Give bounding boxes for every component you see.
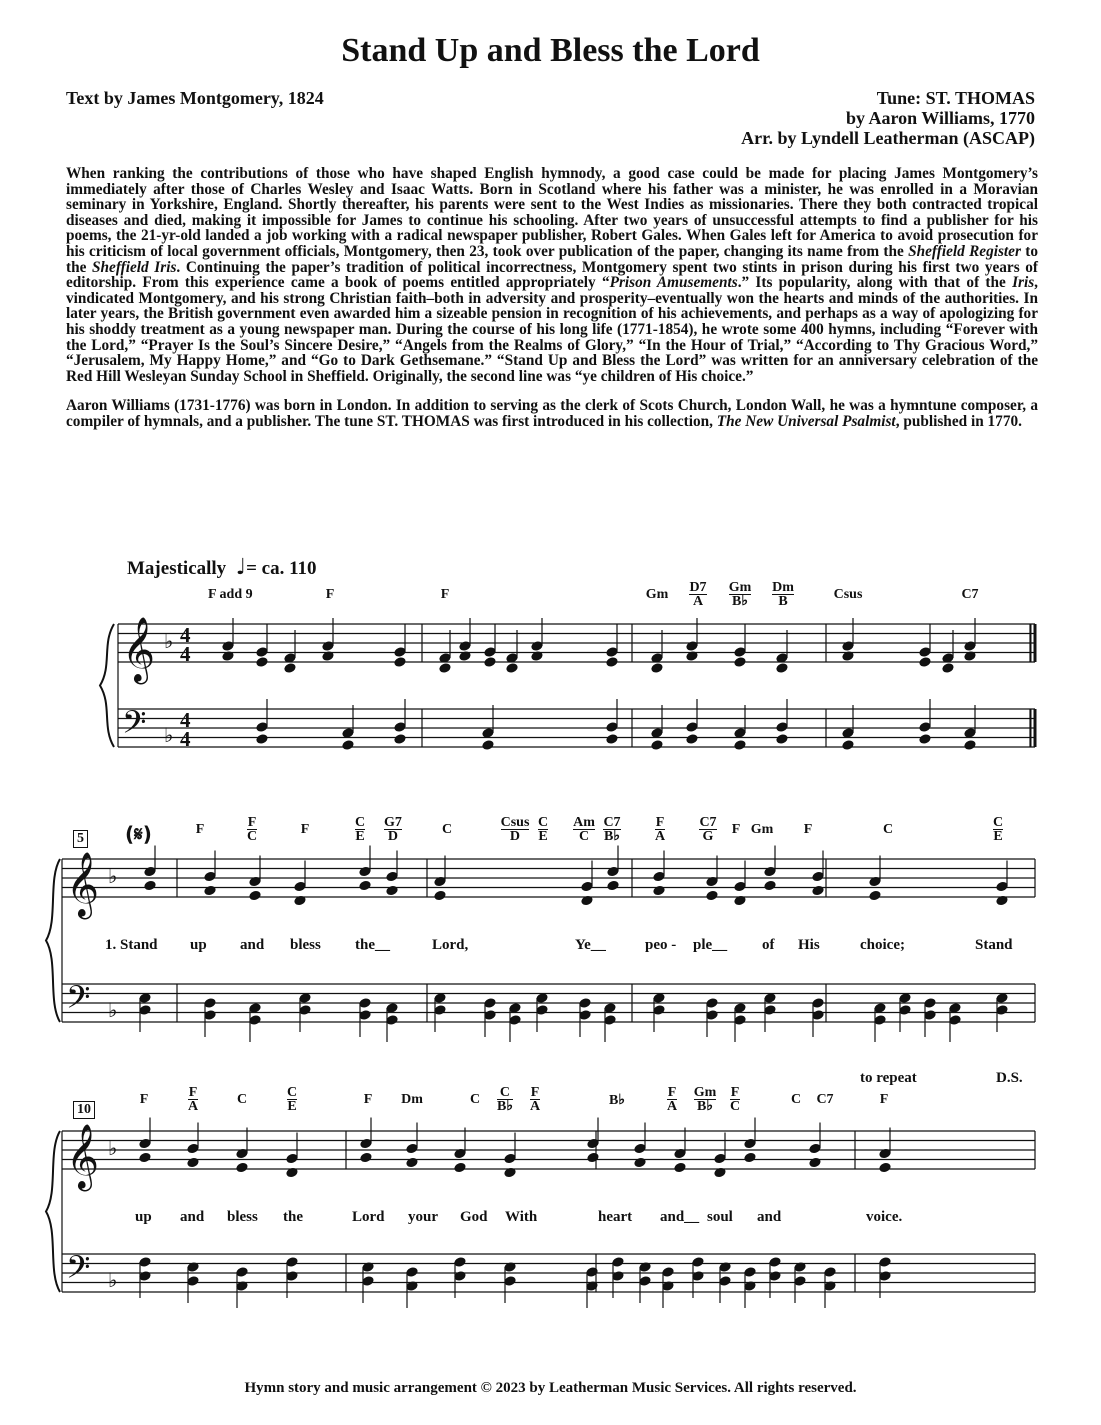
notehead [674, 1162, 686, 1173]
chord-symbol: $\frac{Gm}{B♭}$ [693, 1085, 717, 1114]
notehead [964, 740, 976, 751]
flat-key-signature: ♭ [108, 866, 118, 888]
notehead [651, 728, 663, 739]
chord-symbol: $\frac{Am}{C}$ [573, 815, 595, 844]
notehead [686, 722, 698, 733]
notehead [653, 1005, 665, 1016]
lyric-syllable: your [408, 1209, 438, 1225]
notehead [769, 1271, 781, 1282]
chord-symbol: C7 [961, 587, 979, 602]
notehead [454, 1271, 466, 1282]
notehead [536, 993, 548, 1004]
notehead [359, 998, 371, 1009]
notehead [504, 1153, 516, 1164]
notehead [322, 641, 334, 652]
notehead [482, 728, 494, 739]
notehead [842, 641, 854, 652]
notehead [459, 641, 471, 652]
notehead [406, 1267, 418, 1278]
notehead [454, 1257, 466, 1268]
chord-symbol: F [440, 587, 450, 602]
notehead [874, 1003, 886, 1014]
notehead [579, 1010, 591, 1021]
notehead [879, 1162, 891, 1173]
chord-symbol: $\frac{F}{A}$ [654, 815, 666, 844]
lyric-syllable: peo - [645, 937, 677, 953]
measure-number-5: 5 [73, 830, 88, 848]
notehead [639, 1276, 651, 1287]
notehead [359, 866, 371, 877]
notehead [256, 647, 268, 658]
notehead [764, 993, 776, 1004]
time-signature: 4 [180, 642, 191, 666]
lyric-syllable: bless [227, 1209, 258, 1225]
notehead [824, 1267, 836, 1278]
chord-symbol: $\frac{C7}{B♭}$ [603, 815, 621, 844]
notehead [919, 657, 931, 668]
notehead [812, 871, 824, 882]
notehead [294, 881, 306, 892]
lyric-syllable: the [283, 1209, 303, 1225]
notehead [394, 734, 406, 745]
notehead [776, 663, 788, 674]
story-paragraph-montgomery: When ranking the contributions of those who have shaped English hymnody, a good case could be made for placing James Montgomery’s immediately after those of Charles Wesley and Isaac Watts. Born in Scotland where his father was a minister, he was enrolled in a Moravian seminary in Yorkshire, England. Shortly thereafter, his parents were sent to the West Indies as missionaries. There they both contracted tropical diseases and died, making it impossible for James to continue his schooling. After two years of unsuccessful attempts to find a publisher for his poems, the 21-yr-old landed a job working with a radical newspaper publisher, Robert Gales. When Gales left for America to avoid prosecution for his criticism of local government officials, Montgomery, then 23, took over publication of the paper, changing its name from the Sheffield Register to the Sheffield Iris. Continuing the paper’s tradition of political incorrectness, Montgomery spent two stints in prison during his first two years of editorship. From this experience came a book of poems entitled appropriately “Prison Amusements.” Its popularity, along with that of the Iris, vindicated Montgomery, and his strong Christian faith–both in adversity and prosperity–eventually won the hearts and minds of the authorities. In later years, the British government even awarded him a sizeable pension in recognition of his achievements, and perhaps as a way of apologizing for his shoddy treatment as a young newspaper man. During the course of his long life (1771-1854), he wrote some 400 hymns, including “Forever with the Lord,” “Prayer Is the Soul’s Sincere Desire,” “Angels from the Realms of Glory,” “In the Hour of Trial,” “According to Thy Gracious Word,” “Jerusalem, My Happy Home,” and “Go to Dark Gethsemane.” “Stand Up and Bless the Lord” was written for an anniversary celebration of the Red Hill Wesleyan Sunday School in Sheffield. Originally, the second line was “ye children of His choice.” [66, 165, 1039, 385]
treble-clef-icon: 𝄞 [66, 852, 100, 917]
chord-symbol: F add 9 [208, 587, 253, 602]
chord-symbol: Dm [401, 1092, 423, 1107]
notehead [919, 722, 931, 733]
treble-clef-icon: 𝄞 [66, 1124, 100, 1189]
chord-symbol: B♭ [609, 1093, 625, 1108]
notehead [809, 1157, 821, 1168]
lyric-syllable: soul [707, 1209, 733, 1225]
lyric-syllable: of [762, 937, 775, 953]
notehead [386, 1003, 398, 1014]
notehead [924, 998, 936, 1009]
notehead [360, 1138, 372, 1149]
chord-symbol: $\frac{\text{Csus}}{D}$ [500, 815, 530, 844]
notehead [734, 881, 746, 892]
repeat-label: to repeat [860, 1070, 917, 1086]
chord-symbol: $\frac{D7}{A}$ [689, 580, 707, 609]
notehead [139, 1271, 151, 1282]
notehead [734, 1003, 746, 1014]
notehead [249, 1003, 261, 1014]
notehead [899, 993, 911, 1004]
lyric-syllable: voice. [866, 1209, 903, 1225]
notehead [362, 1276, 374, 1287]
notehead [606, 647, 618, 658]
chord-symbol: C [441, 822, 453, 837]
flat-key-signature: ♭ [108, 1000, 118, 1022]
notehead [360, 1152, 372, 1163]
notehead [506, 663, 518, 674]
bass-clef-icon: 𝄢 [66, 1249, 91, 1293]
notehead [509, 1003, 521, 1014]
notehead [579, 998, 591, 1009]
notehead [809, 1143, 821, 1154]
notehead [482, 740, 494, 751]
lyric-syllable: and__ [660, 1209, 700, 1225]
notehead [964, 728, 976, 739]
lyric-syllable: the__ [355, 937, 390, 953]
notehead [536, 1005, 548, 1016]
notehead [406, 1157, 418, 1168]
notehead [256, 734, 268, 745]
lyric-syllable: 1. Stand [105, 937, 158, 953]
story-paragraph-williams: Aaron Williams (1731-1776) was born in London. In addition to serving as the clerk of Scots Church, London Wall, he was a hymntune composer, a compiler of hymnals, and a publisher. The tune ST. THOMAS was first introduced in his collection, The New Universal Psalmist, published in 1770. [66, 397, 1038, 430]
chord-symbol: F [879, 1092, 889, 1107]
lyric-syllable: and [180, 1209, 205, 1225]
chord-symbol: $\frac{C}{E}$ [286, 1085, 298, 1114]
chord-symbol: $\frac{G7}{D}$ [384, 815, 402, 844]
notehead [386, 885, 398, 896]
notehead [139, 1152, 151, 1163]
chord-symbol: F [363, 1092, 373, 1107]
text-credit: Text by James Montgomery, 1824 [66, 88, 324, 108]
time-signature: 4 [180, 727, 191, 751]
notehead [359, 880, 371, 891]
notehead [869, 890, 881, 901]
notehead [286, 1257, 298, 1268]
notehead [734, 1015, 746, 1026]
notehead [394, 657, 406, 668]
notehead [249, 890, 261, 901]
notehead [439, 663, 451, 674]
notehead [899, 1005, 911, 1016]
notehead [581, 881, 593, 892]
chord-symbol: F [731, 822, 741, 837]
notehead [769, 1257, 781, 1268]
lyric-syllable: Lord [352, 1209, 385, 1225]
chord-symbol: Csus [833, 587, 863, 602]
notehead [776, 722, 788, 733]
chord-symbol: F [803, 822, 813, 837]
notehead [764, 880, 776, 891]
flat-key-signature: ♭ [108, 1138, 118, 1160]
time-signature: 4 [180, 623, 191, 647]
notehead [949, 1003, 961, 1014]
notehead [812, 998, 824, 1009]
notehead [531, 641, 543, 652]
notehead [706, 1010, 718, 1021]
lyric-syllable: and [757, 1209, 782, 1225]
chord-symbol: F [325, 587, 335, 602]
notehead [651, 663, 663, 674]
notehead [686, 641, 698, 652]
notehead [653, 885, 665, 896]
notehead [606, 734, 618, 745]
notehead [434, 890, 446, 901]
flat-key-signature: ♭ [164, 725, 174, 747]
notehead [236, 1162, 248, 1173]
notehead [612, 1271, 624, 1282]
notehead [144, 880, 156, 891]
chord-symbol: F [300, 822, 310, 837]
chord-symbol: Gm [750, 822, 774, 837]
notehead [734, 740, 746, 751]
notehead [653, 871, 665, 882]
treble-clef-icon: 𝄞 [122, 617, 156, 682]
time-signature: 4 [180, 708, 191, 732]
chord-symbol: $\frac{C7}{G}$ [699, 815, 717, 844]
notehead [484, 657, 496, 668]
notehead [662, 1267, 674, 1278]
notehead [222, 641, 234, 652]
notehead [686, 734, 698, 745]
notehead [606, 722, 618, 733]
notehead [604, 1015, 616, 1026]
notehead [812, 885, 824, 896]
notehead [204, 1010, 216, 1021]
lyric-syllable: God [460, 1209, 488, 1225]
notehead [139, 1257, 151, 1268]
notehead [256, 657, 268, 668]
notehead [386, 1015, 398, 1026]
notehead [249, 1015, 261, 1026]
notehead [236, 1267, 248, 1278]
notehead [996, 993, 1008, 1004]
chord-symbol: $\frac{C}{E}$ [992, 815, 1004, 844]
notehead [386, 871, 398, 882]
notehead [187, 1276, 199, 1287]
notehead [764, 1005, 776, 1016]
notehead [204, 871, 216, 882]
chord-symbol: F [139, 1092, 149, 1107]
chord-symbol: C7 [816, 1092, 834, 1107]
notehead [299, 993, 311, 1004]
notehead [692, 1271, 704, 1282]
notehead [719, 1276, 731, 1287]
notehead [342, 740, 354, 751]
notehead [842, 740, 854, 751]
notehead [879, 1257, 891, 1268]
chord-symbol: F [195, 822, 205, 837]
chord-symbol: $\frac{F}{A}$ [666, 1085, 678, 1114]
notehead [286, 1153, 298, 1164]
notehead [204, 885, 216, 896]
notehead [187, 1143, 199, 1154]
chord-symbol: C [236, 1092, 248, 1107]
notehead [924, 1010, 936, 1021]
bass-clef-icon: 𝄢 [122, 704, 147, 748]
flat-key-signature: ♭ [108, 1270, 118, 1292]
chord-symbol: $\frac{Gm}{B♭}$ [728, 580, 752, 609]
notehead [509, 1015, 521, 1026]
tempo-marking: Majestically ♩= ca. 110 [127, 555, 317, 580]
chord-symbol: Gm [645, 587, 669, 602]
notehead [653, 993, 665, 1004]
measure-number-10: 10 [73, 1101, 95, 1119]
notehead [144, 866, 156, 877]
arranger-credit: Arr. by Lyndell Leatherman (ASCAP) [741, 128, 1035, 148]
notehead [651, 740, 663, 751]
chord-symbol: $\frac{C}{B♭}$ [497, 1085, 513, 1114]
notehead [714, 1153, 726, 1164]
notehead [776, 734, 788, 745]
notehead [342, 728, 354, 739]
lyric-syllable: heart [598, 1209, 633, 1225]
notehead [587, 1138, 599, 1149]
notehead [139, 993, 151, 1004]
chord-symbol: $\frac{C}{E}$ [537, 815, 549, 844]
notehead [744, 1138, 756, 1149]
notehead [187, 1157, 199, 1168]
notehead [606, 657, 618, 668]
tune-name: Tune: ST. THOMAS [876, 88, 1035, 108]
chord-symbol: C [469, 1092, 481, 1107]
notehead [406, 1143, 418, 1154]
notehead [744, 1267, 756, 1278]
notehead [454, 1162, 466, 1173]
notehead [996, 881, 1008, 892]
notehead [734, 728, 746, 739]
notehead [964, 641, 976, 652]
lyric-syllable: Stand [975, 937, 1013, 953]
notehead [996, 1005, 1008, 1016]
notehead [734, 657, 746, 668]
chord-symbol: C [790, 1092, 802, 1107]
notehead [692, 1257, 704, 1268]
lyric-syllable: bless [290, 937, 321, 953]
notehead [634, 1157, 646, 1168]
notehead [744, 1152, 756, 1163]
notehead [607, 866, 619, 877]
notehead [812, 1010, 824, 1021]
lyric-syllable: His [798, 937, 820, 953]
notehead [874, 1015, 886, 1026]
chord-symbol: $\frac{F}{C}$ [246, 815, 258, 844]
lyric-syllable: Ye__ [575, 937, 606, 953]
page-title: Stand Up and Bless the Lord [341, 32, 760, 69]
notehead [587, 1152, 599, 1163]
notehead [484, 647, 496, 658]
notehead [879, 1271, 891, 1282]
notehead [764, 866, 776, 877]
notehead [634, 1143, 646, 1154]
chord-symbol: $\frac{F}{A}$ [187, 1085, 199, 1114]
lyric-syllable: up [190, 937, 207, 953]
notehead [919, 647, 931, 658]
segno-icon: (𝄋) [125, 822, 152, 846]
bass-clef-icon: 𝄢 [66, 979, 91, 1023]
notehead [942, 663, 954, 674]
notehead [504, 1276, 516, 1287]
notehead [794, 1276, 806, 1287]
notehead [204, 998, 216, 1009]
flat-key-signature: ♭ [164, 631, 174, 653]
notehead [359, 1010, 371, 1021]
chord-symbol: C [882, 822, 894, 837]
notehead [299, 1005, 311, 1016]
notehead [607, 880, 619, 891]
chord-symbol: $\frac{C}{E}$ [354, 815, 366, 844]
composer-credit: by Aaron Williams, 1770 [845, 108, 1035, 128]
notehead [434, 1005, 446, 1016]
lyric-syllable: choice; [860, 937, 905, 953]
notehead [706, 998, 718, 1009]
quarter-note-icon: ♩ [235, 555, 247, 580]
notehead [842, 728, 854, 739]
notehead [734, 647, 746, 658]
notehead [604, 1003, 616, 1014]
notehead [919, 734, 931, 745]
ds-label: D.S. [996, 1070, 1023, 1086]
notehead [706, 890, 718, 901]
notehead [394, 722, 406, 733]
notehead [484, 998, 496, 1009]
lyric-syllable: up [135, 1209, 152, 1225]
notehead [394, 647, 406, 658]
copyright-footer: Hymn story and music arrangement © 2023 by Leatherman Music Services. All rights reserved. [244, 1380, 857, 1396]
notehead [434, 993, 446, 1004]
chord-symbol: $\frac{F}{A}$ [529, 1085, 541, 1114]
lyric-syllable: With [505, 1209, 538, 1225]
lyric-syllable: Lord, [432, 937, 469, 953]
notehead [286, 1271, 298, 1282]
notehead [139, 1138, 151, 1149]
chord-symbol: $\frac{F}{C}$ [729, 1085, 741, 1114]
notehead [612, 1257, 624, 1268]
lyric-syllable: and [240, 937, 265, 953]
notehead [139, 1005, 151, 1016]
notehead [284, 663, 296, 674]
notehead [484, 1010, 496, 1021]
notehead [256, 722, 268, 733]
chord-symbol: $\frac{Dm}{B}$ [772, 580, 794, 609]
lyric-syllable: ple__ [693, 937, 728, 953]
notehead [949, 1015, 961, 1026]
